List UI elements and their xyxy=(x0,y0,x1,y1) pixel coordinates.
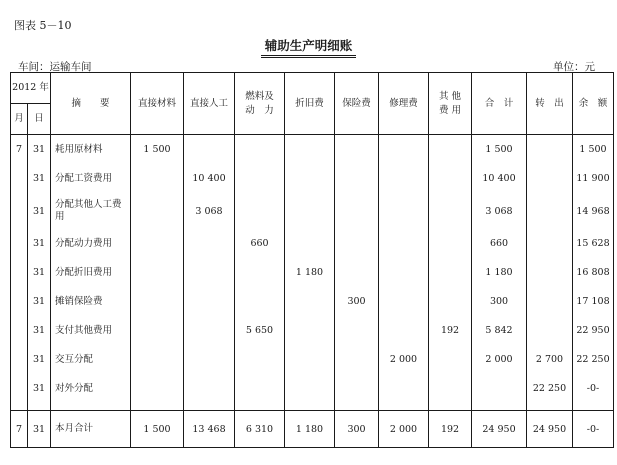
header-fuel-power xyxy=(235,73,285,135)
row-total: 1 180 xyxy=(472,258,527,287)
row-depreciation xyxy=(285,316,335,345)
row-labor xyxy=(184,229,235,258)
row-labor xyxy=(184,135,235,165)
row-transfer xyxy=(527,316,573,345)
row-day: 31 xyxy=(28,193,51,229)
total-fuel: 6 310 xyxy=(235,411,285,448)
row-labor: 10 400 xyxy=(184,164,235,193)
row-repair xyxy=(379,258,429,287)
row-transfer xyxy=(527,229,573,258)
row-total xyxy=(472,374,527,403)
row-transfer: 2 700 xyxy=(527,345,573,374)
row-insurance xyxy=(335,164,379,193)
row-fuel: 660 xyxy=(235,229,285,258)
row-depreciation xyxy=(285,374,335,403)
row-labor: 3 068 xyxy=(184,193,235,229)
header-insurance: 保险费 xyxy=(335,73,379,135)
header-repair: 修理费 xyxy=(379,73,429,135)
header-depreciation: 折旧费 xyxy=(285,73,335,135)
header-direct-labor: 直接人工 xyxy=(184,73,235,135)
ledger-title-text: 辅助生产明细账 xyxy=(261,36,357,58)
row-other xyxy=(429,258,472,287)
row-transfer: 22 250 xyxy=(527,374,573,403)
row-insurance xyxy=(335,316,379,345)
row-material: 1 500 xyxy=(131,135,184,165)
row-repair xyxy=(379,135,429,165)
row-month xyxy=(11,229,28,258)
row-fuel xyxy=(235,258,285,287)
row-insurance xyxy=(335,135,379,165)
row-balance: 11 900 xyxy=(573,164,614,193)
row-repair xyxy=(379,374,429,403)
table-row xyxy=(11,135,614,165)
row-month xyxy=(11,374,28,403)
header-summary: 摘 要 xyxy=(51,73,131,135)
row-balance: 1 500 xyxy=(573,135,614,165)
row-balance: 14 968 xyxy=(573,193,614,229)
row-other xyxy=(429,193,472,229)
row-month xyxy=(11,345,28,374)
header-day: 日 xyxy=(28,104,51,135)
table-row xyxy=(11,258,614,287)
row-desc: 分配动力费用 xyxy=(51,229,131,258)
row-fuel: 5 650 xyxy=(235,316,285,345)
row-desc: 耗用原材料 xyxy=(51,135,131,165)
row-fuel xyxy=(235,345,285,374)
row-material xyxy=(131,287,184,316)
row-day: 31 xyxy=(28,316,51,345)
total-row xyxy=(11,411,614,448)
header-other-line2: 费 用 xyxy=(439,104,462,116)
row-day: 31 xyxy=(28,374,51,403)
row-material xyxy=(131,316,184,345)
row-month xyxy=(11,164,28,193)
row-balance: -0- xyxy=(573,374,614,403)
row-material xyxy=(131,229,184,258)
row-day: 31 xyxy=(28,345,51,374)
row-total: 5 842 xyxy=(472,316,527,345)
row-balance: 15 628 xyxy=(573,229,614,258)
total-month: 7 xyxy=(11,411,28,448)
row-insurance xyxy=(335,229,379,258)
ledger-title xyxy=(0,36,617,58)
row-day: 31 xyxy=(28,164,51,193)
row-insurance xyxy=(335,374,379,403)
row-transfer xyxy=(527,287,573,316)
row-repair: 2 000 xyxy=(379,345,429,374)
row-insurance xyxy=(335,345,379,374)
row-fuel xyxy=(235,374,285,403)
row-depreciation xyxy=(285,193,335,229)
row-other xyxy=(429,164,472,193)
header-total: 合 计 xyxy=(472,73,527,135)
row-material xyxy=(131,164,184,193)
table-spacer-row xyxy=(11,403,614,411)
table-row xyxy=(11,345,614,374)
workshop-label: 车间：运输车间 xyxy=(18,61,92,73)
table-row xyxy=(11,287,614,316)
row-desc: 分配其他人工费用 xyxy=(51,193,131,229)
row-transfer xyxy=(527,164,573,193)
row-depreciation xyxy=(285,164,335,193)
row-day: 31 xyxy=(28,287,51,316)
row-insurance xyxy=(335,258,379,287)
row-other: 192 xyxy=(429,316,472,345)
header-transfer-out: 转 出 xyxy=(527,73,573,135)
row-month xyxy=(11,287,28,316)
total-total: 24 950 xyxy=(472,411,527,448)
row-material xyxy=(131,193,184,229)
header-fuel-power-line2: 动 力 xyxy=(245,104,274,116)
row-depreciation: 1 180 xyxy=(285,258,335,287)
row-total: 2 000 xyxy=(472,345,527,374)
total-labor: 13 468 xyxy=(184,411,235,448)
row-fuel xyxy=(235,193,285,229)
row-transfer xyxy=(527,258,573,287)
header-direct-material: 直接材料 xyxy=(131,73,184,135)
row-transfer xyxy=(527,135,573,165)
row-depreciation xyxy=(285,287,335,316)
row-labor xyxy=(184,374,235,403)
ledger-table xyxy=(10,72,614,448)
total-day: 31 xyxy=(28,411,51,448)
row-material xyxy=(131,374,184,403)
row-repair xyxy=(379,193,429,229)
row-labor xyxy=(184,287,235,316)
row-material xyxy=(131,345,184,374)
row-month xyxy=(11,258,28,287)
row-desc: 交互分配 xyxy=(51,345,131,374)
row-total: 3 068 xyxy=(472,193,527,229)
figure-label: 图表 5－10 xyxy=(14,19,72,32)
row-desc: 支付其他费用 xyxy=(51,316,131,345)
row-day: 31 xyxy=(28,258,51,287)
row-material xyxy=(131,258,184,287)
row-labor xyxy=(184,316,235,345)
header-other-line1: 其 他 xyxy=(439,90,462,102)
row-depreciation xyxy=(285,345,335,374)
header-month: 月 xyxy=(11,104,28,135)
row-month xyxy=(11,193,28,229)
row-repair xyxy=(379,229,429,258)
table-row xyxy=(11,193,614,229)
row-desc: 对外分配 xyxy=(51,374,131,403)
table-row xyxy=(11,229,614,258)
total-other: 192 xyxy=(429,411,472,448)
table-row xyxy=(11,164,614,193)
table-row xyxy=(11,316,614,345)
row-depreciation xyxy=(285,229,335,258)
row-total: 660 xyxy=(472,229,527,258)
row-repair xyxy=(379,287,429,316)
row-transfer xyxy=(527,193,573,229)
row-depreciation xyxy=(285,135,335,165)
row-fuel xyxy=(235,135,285,165)
total-insurance: 300 xyxy=(335,411,379,448)
header-fuel-power-line1: 燃料及 xyxy=(245,90,274,102)
total-transfer: 24 950 xyxy=(527,411,573,448)
row-labor xyxy=(184,345,235,374)
row-other xyxy=(429,135,472,165)
total-repair: 2 000 xyxy=(379,411,429,448)
total-material: 1 500 xyxy=(131,411,184,448)
row-balance: 17 108 xyxy=(573,287,614,316)
row-repair xyxy=(379,164,429,193)
row-fuel xyxy=(235,287,285,316)
row-day: 31 xyxy=(28,135,51,165)
row-other xyxy=(429,374,472,403)
row-labor xyxy=(184,258,235,287)
total-balance: -0- xyxy=(573,411,614,448)
row-total: 300 xyxy=(472,287,527,316)
header-year: 2012 年 xyxy=(11,73,51,104)
row-insurance: 300 xyxy=(335,287,379,316)
row-desc: 分配折旧费用 xyxy=(51,258,131,287)
row-other xyxy=(429,229,472,258)
row-desc: 分配工资费用 xyxy=(51,164,131,193)
row-desc: 摊销保险费 xyxy=(51,287,131,316)
row-month xyxy=(11,316,28,345)
row-other xyxy=(429,287,472,316)
row-insurance xyxy=(335,193,379,229)
row-total: 1 500 xyxy=(472,135,527,165)
row-balance: 22 950 xyxy=(573,316,614,345)
row-fuel xyxy=(235,164,285,193)
row-repair xyxy=(379,316,429,345)
row-day: 31 xyxy=(28,229,51,258)
row-other xyxy=(429,345,472,374)
table-row xyxy=(11,374,614,403)
unit-label: 单位：元 xyxy=(553,61,595,73)
row-balance: 16 808 xyxy=(573,258,614,287)
header-balance: 余 额 xyxy=(573,73,614,135)
row-total: 10 400 xyxy=(472,164,527,193)
total-desc: 本月合计 xyxy=(51,411,131,448)
row-month: 7 xyxy=(11,135,28,165)
total-depreciation: 1 180 xyxy=(285,411,335,448)
header-other xyxy=(429,73,472,135)
row-balance: 22 250 xyxy=(573,345,614,374)
